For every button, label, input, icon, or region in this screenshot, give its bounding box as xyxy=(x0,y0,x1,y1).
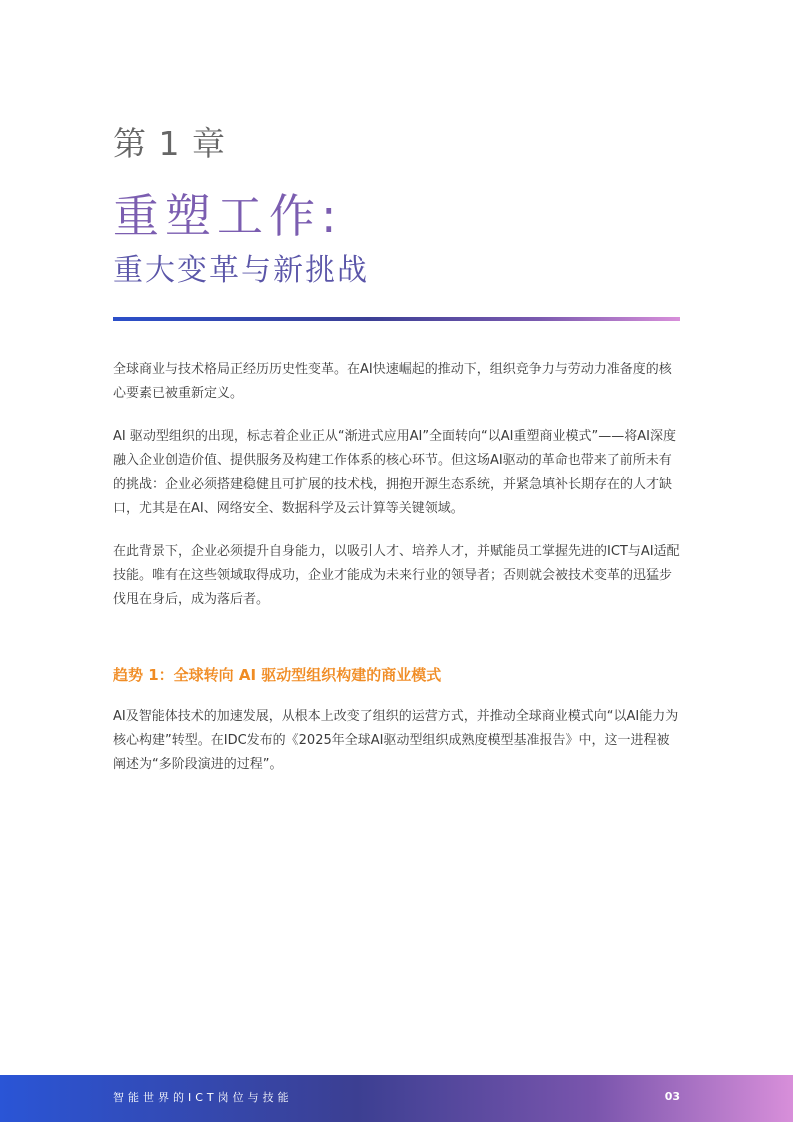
title-divider xyxy=(113,317,680,321)
page-footer xyxy=(0,1075,793,1122)
intro-paragraph-1: 全球商业与技术格局正经历历史性变革。在AI快速崛起的推动下，组织竞争力与劳动力准备度的核心要素已被重新定义。 xyxy=(113,362,672,401)
section-heading: 趋势 1：全球转向 AI 驱动型组织构建的商业模式 xyxy=(113,666,442,684)
chapter-subtitle: 重大变革与新挑战 xyxy=(113,253,369,288)
page-number: 03 xyxy=(664,1090,680,1103)
chapter-label: 第 1 章 xyxy=(113,124,226,163)
section-paragraph: AI及智能体技术的加速发展，从根本上改变了组织的运营方式，并推动全球商业模式向“以AI能力为核心构建”转型。在IDC发布的《2025年全球AI驱动型组织成熟度模型基准报告》中，这一进程被阐述为“多阶段演进的过程”。 xyxy=(113,709,679,772)
intro-paragraph-3: 在此背景下，企业必须提升自身能力，以吸引人才、培养人才，并赋能员工掌握先进的ICT与AI适配技能。唯有在这些领域取得成功，企业才能成为未来行业的领导者；否则就会被技术变革的迅猛步伐甩在身后，成为落后者。 xyxy=(113,544,680,607)
intro-paragraph-2: AI 驱动型组织的出现，标志着企业正从“渐进式应用AI”全面转向“以AI重塑商业模式”——将AI深度融入企业创造价值、提供服务及构建工作体系的核心环节。但这场AI驱动的革命也带来了前所未有的挑战：企业必须搭建稳健且可扩展的技术栈，拥抱开源生态系统，并紧急填补长期存在的人才缺口，尤其是在AI、网络安全、数据科学及云计算等关键领域。 xyxy=(113,429,676,516)
chapter-title: 重塑工作: xyxy=(113,189,343,243)
footer-label: 智能世界的ICT岗位与技能 xyxy=(113,1091,293,1104)
